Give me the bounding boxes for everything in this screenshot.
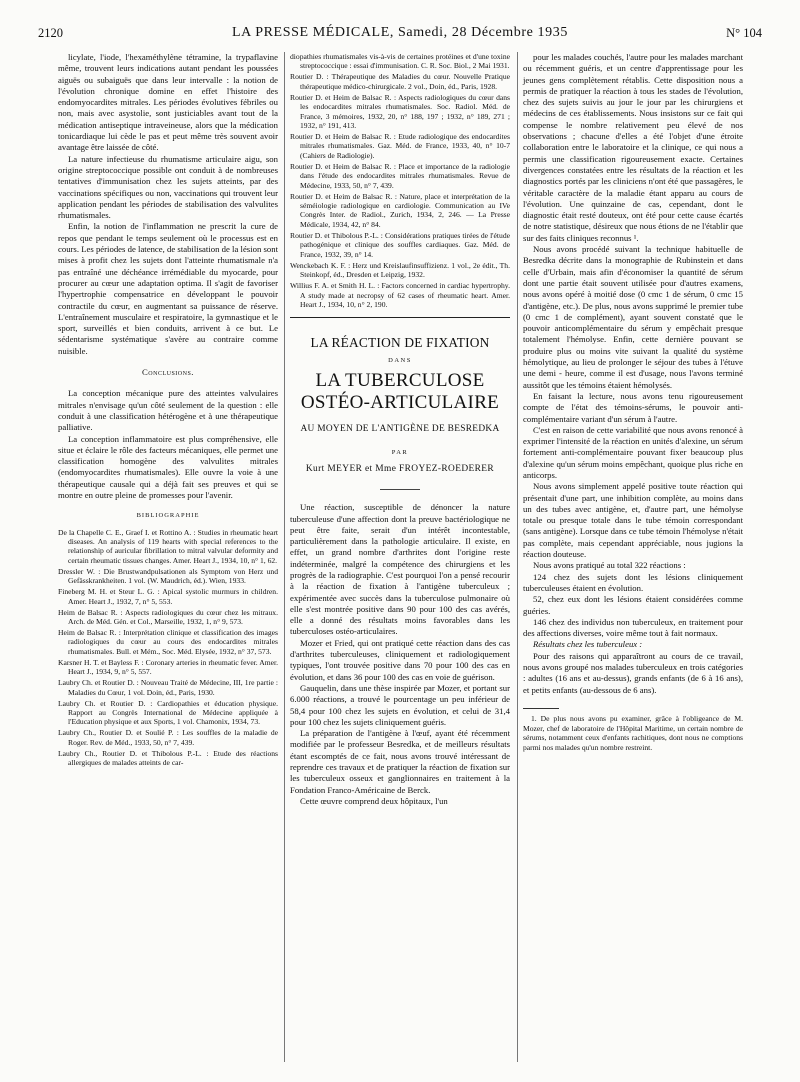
- paragraph: La nature infectieuse du rhumatisme articulaire aigu, son origine streptococcique possible ont conduit à de nombreuses tentatives d'immunisation chez les sujets atteints, par des vaccinations spécifiques ou non, vaccinations qui trouvent leur application pendant les périodes de stabilisation des valvulites rhumatismales.: [58, 153, 278, 221]
- page-number: 2120: [38, 26, 63, 40]
- paragraph: La conception mécanique pure des atteintes valvulaires mitrales n'envisage qu'un côté seulement de la question : elle conduit à une classification hétérogène et à une thérapeutique palliative.: [58, 388, 278, 433]
- bibliography-entry: Laubry Ch. et Routier D. : Nouveau Traité de Médecine, III, 1re partie : Maladies du Cœur, 1 vol. Doin, éd., Paris, 1930.: [58, 678, 278, 697]
- bibliography-entry: Routier D. et Heim de Balsac R. : Aspects radiologiques du cœur dans les endocardites mitrales rhumatismales. Soc. Radiol. Méd. de France, 3 mémoires, 1932, 20, n° 188, 197 ; 1932, n° 189, 271 ; 1932, n° 191, 413.: [290, 92, 510, 131]
- footnote-rule: [523, 708, 559, 709]
- bibliography-heading: BIBLIOGRAPHIE: [136, 512, 200, 520]
- column-2: [290, 52, 510, 807]
- paragraph: 124 chez des sujets dont les lésions cliniquement tuberculeuses étaient en évolution.: [523, 571, 743, 593]
- bibliography-entry: Routier D. et Heim de Balsac R. : Nature, place et interprétation de la séméiologie radiologique en cardiologie. Communication au IVe Congrès Inter. de Radiol., Zurich, 1934, 2, 246. — La Presse Médicale, 1934, 42, n° 84.: [290, 191, 510, 229]
- bibliography-entry: Karsner H. T. et Bayless F. : Coronary arteries in rheumatic fever. Amer. Heart J., 1934, 9, n° 5, 557.: [58, 657, 278, 677]
- paragraph: 146 chez des individus non tuberculeux, en traitement pour des affections diverses, voire même tout à fait normaux.: [523, 616, 743, 639]
- bibliography-entry: Willius F. A. et Smith H. L. : Factors concerned in cardiac hypertrophy. A study made at necropsy of 62 cases of rheumatic heart. Amer. Heart J., 1934, 10, n° 2, 190.: [290, 281, 510, 309]
- paragraph: licylate, l'iode, l'hexaméthylène tétramine, la trypaflavine même, trouvent leurs indications autant pendant les poussées aiguës ou subaiguës que dans leur intervalle : la notion de l'évolution chronique domine en effet l'histoire des endomyocardites mitrales. Les périodes évolutives fébriles ou non, mais avec asystolie, sont justiciables avant tout de la médication antiseptique intraveineuse, alors que la médication tonicardiaque lui cède le pas et peut même très souvent avoir avantage être laissée de côté.: [58, 52, 278, 153]
- paragraph: Nous avons simplement appelé positive toute réaction qui présentait d'une part, une inhibition complète, au moins dans un des tubes avec antigène, et, d'autre part, une hémolyse totale ou presque totale dans le tube témoin correspondant (sans antigène). Lorsque dans ce tube témoin l'hémolyse n'était pas complète, mais cependant appréciable, nous jugions la réaction douteuse.: [523, 481, 743, 560]
- article-separator-rule: [290, 317, 510, 318]
- column-1: [58, 52, 278, 769]
- paragraph: Nous avons procédé suivant la technique habituelle de Besredka décrite dans la monographie de Rubinstein et dans celle d'Urbain, mais afin d'économiser la quantité de sérum dont une partie était souvent utilisée pour d'autres examens, nous avons opéré à moitié dose (0 cmc 1 de sérum, 0 cmc 15 d'antigène, etc.). De plus, nous avons supprimé le premier tube (0 cmc 1 de complément), ayant souvent constaté que le pouvoir anticomplémentaire du sérum y empêchait presque totalement l'hémolyse. Enfin, cette dernière pouvant se produire plus ou moins vite suivant la qualité du système hémolytique, au lieu de prolonger le séjour des tubes à l'étuve une demi - heure, comme il est d'usage, nous l'avons terminé aussitôt que les témoins étaient hémolysés.: [523, 244, 743, 390]
- bibliography-entry: De la Chapelle C. E., Graef I. et Rottino A. : Studies in rheumatic heart diseases. An analysis of 119 hearts with special references to the relationship of auricular fibrillation to mitral valvular deformity and certain rheumatic tissues changes. Amer. Heart J., 1934, 10, n° 1, 62.: [58, 527, 278, 565]
- bibliography-entry: Heim de Balsac R. : Aspects radiologiques du cœur chez les mitraux. Arch. de Méd. Gén. et Col., Marseille, 1932, 1, n° 9, 573.: [58, 607, 278, 627]
- paragraph: pour les malades couchés, l'autre pour les malades marchant ou récemment guéris, et un centre d'apprentissage pour les jeunes gens complètement rétablis. Cette disposition nous a permis de pratiquer la réaction à tous les stades de l'évolution, chez des sujets suivis au jour le jour par les chirurgiens et médecins de ces établissements. Nous insistons sur ce fait qui compense le nombre relativement peu élevé de nos observations ; chacune d'elles a été l'objet d'une étroite collaboration entre le laboratoire et la clinique, ce qui nous a permis une classification rigoureusement exacte. Certaines divergences constatées entre les résultats de la réaction et les diagnostics portés par les cliniciens n'ont été que passagères, le véritable caractère de la maladie étant apparu au cours de l'évolution. Une quinzaine de cas, cependant, dont le diagnostic était resté douteux, ont été pour cette cause écartés de notre statistique, désireux que nous étions de ne l'établir que sur des faits cliniques reconnus ¹.: [523, 52, 743, 243]
- bibliography-entry: Dressler W. : Die Brustwandpulsationen als Symptom von Herz und Gefässkrankheiten. 1 vol. (W. Maudrich, éd.). Wien, 1933.: [58, 566, 278, 586]
- authors-rule: [380, 489, 420, 490]
- paragraph: Une réaction, susceptible de dénoncer la nature tuberculeuse d'une affection dont la preuve bactériologique ne peut être faite, serait d'un intérêt incontestable, particulièrement dans la pathologie articulaire. Il existe, en effet, un grand nombre d'arthrites dont l'origine reste indéterminée, malgré la compétence des chirurgiens et les progrès de la radiographie. C'est pourquoi l'on a pensé recourir à la réaction de fixation à l'antigène tuberculeux ; expérimentée avec succès dans la tuberculose pulmonaire où elle s'est montrée positive dans 90 pour 100 des cas avérés, elle a donné des résultats moins favorables dans les tuberculoses ostéo-articulaires.: [290, 502, 510, 637]
- paragraph: Cette œuvre comprend deux hôpitaux, l'un: [300, 795, 448, 806]
- bibliography-entry: Routier D. et Heim de Balsac R. : Etude radiologique des endocardites mitrales rhumatismales. Gaz. Méd. de France, 1933, 40, n° 10-7 (Cahiers de Radiologie).: [290, 132, 510, 160]
- paragraph: C'est en raison de cette variabilité que nous avons renoncé à exprimer l'intensité de la réaction en unités d'alexine, un sérum fortement anti-complémentaire pouvant fixer beaucoup plus d'alexine qu'un sérum moins empêchant, quoique plus riche en anticorps.: [523, 424, 743, 480]
- bibliography-entry: Routier D. : Thérapeutique des Maladies du cœur. Nouvelle Pratique thérapeutique médico-chirurgicale. 2 vol., Doin, éd., Paris, 1928.: [290, 72, 510, 91]
- column-3: [523, 52, 743, 752]
- section-heading-conclusions: Conclusions.: [142, 367, 194, 378]
- subheading-results: Résultats chez les tuberculeux :: [533, 639, 643, 650]
- article-by: PAR: [391, 448, 409, 456]
- article-authors: Kurt MEYER et Mme FROYEZ-ROEDERER: [305, 463, 495, 474]
- bibliography-entry: Laubry Ch., Routier D. et Thibolous P.-L. : Etude des réactions allergiques de malades atteints de car-: [58, 748, 278, 768]
- paragraph: La conception inflammatoire est plus compréhensive, elle situe et éclaire le rôle des facteurs mécaniques, elle permet une classification homogène des valvulites mitrales (endomyocardites rhumatismales). Elle ouvre la voie à une thérapeutique causale qui a déjà fait ses preuves et qui se montre en outre pleine de promesses pour l'avenir.: [58, 433, 278, 500]
- page-header: [38, 26, 762, 42]
- bibliography-entry: diopathies rhumatismales vis-à-vis de certaines protéines et d'une toxine streptococcique : essai d'immunisation. C. R. Soc. Biol., 2 Mai 1931.: [290, 52, 510, 71]
- bibliography-entry: Routier D. et Thibolous P.-L. : Considérations pratiques tirées de l'étude pathogénique et clinique des souffles cardiaques. Gaz. Méd. de France, 1932, 39, n° 14.: [290, 230, 510, 259]
- article-title-connector: DANS: [388, 357, 412, 365]
- paragraph: Enfin, la notion de l'inflammation ne prescrit la cure de repos que pendant le temps seulement où le processus est en cours. Les périodes de latence, de stabilisation de la lésion sont mises à profit chez les sujets dont l'atteinte rhumatismale n'a pas entraîné une déchéance irrémédiable du myocarde, pour procurer au cœur une adaptation optima. Il s'agit de favoriser l'hypertrophie compensatrice en développant le pouvoir contractile du cœur, en augmentant sa puissance de réserve. L'entraînement musculaire et respiratoire, la gymnastique et le sport, surveillés et bien conduits, arrivent à ce but. Le sédentarisme systématique s'avère au contraire comme nuisible.: [58, 221, 278, 356]
- footnote: 1. De plus nous avons pu examiner, grâce à l'obligeance de M. Mozer, chef de laboratoire de l'Hôpital Maritime, un certain nombre de sérums, notamment ceux d'enfants rachitiques, dont nous ne comptions parmi nos malades qu'un nombre restreint.: [523, 713, 743, 752]
- paragraph: La préparation de l'antigène à l'œuf, ayant été récemment modifiée par le professeur Besredka, et de meilleurs résultats étant escomptés de ce fait, nous avons trouvé intéressant de reprendre ces travaux et de pratiquer la réaction de fixation sur les tuberculeux osseux et ganglionnaires en traitement à la Fondation Franco-Américaine de Berck.: [290, 728, 510, 795]
- article-subtitle: AU MOYEN DE L'ANTIGÈNE DE BESREDKA: [300, 423, 500, 434]
- column-separator-1: [284, 52, 285, 1062]
- bibliography-entry: Fineberg M. H. et Steur L. G. : Apical systolic murmurs in children. Amer. Heart J., 1932, 7, n° 5, 553.: [58, 587, 278, 606]
- article-title: LA RÉACTION DE FIXATION: [310, 335, 490, 351]
- paragraph: Mozer et Fried, qui ont pratiqué cette réaction dans des cas d'arthrites tuberculeuses, cliniquement et radiologiquement typiques, l'ont trouvée positive dans 70 pour 100 des cas en évolution, et dans 36 pour 100 des cas en voie de guérison.: [290, 637, 510, 682]
- journal-title: LA PRESSE MÉDICALE, Samedi, 28 Décembre 1935: [232, 25, 568, 40]
- bibliography-entry: Wenckebach K. F. : Herz und Kreislaufinsuffizienz. 1 vol., 2e édit., Th. Steinkopf, éd., Dresden et Leipzig, 1932.: [290, 260, 510, 280]
- paragraph: Nous avons pratiqué au total 322 réactions :: [533, 560, 686, 571]
- article-title-main-2: OSTÉO-ARTICULAIRE: [300, 391, 500, 413]
- paragraph: 52, chez eux dont les lésions étaient considérées comme guéries.: [523, 594, 743, 616]
- bibliography-entry: Laubry Ch., Routier D. et Soulié P. : Les souffles de la maladie de Roger. Rev. de Méd., 1933, 50, n° 7, 439.: [58, 728, 278, 747]
- article-title-main-1: LA TUBERCULOSE: [315, 369, 485, 391]
- paragraph: Gauquelin, dans une thèse inspirée par Mozer, et portant sur 6.000 réactions, a trouvé le pourcentage un peu inférieur de 58,4 pour 100 chez les sujets en évolution, et celui de 31,4 pour 100 chez les sujets cliniquement guéris.: [290, 682, 510, 727]
- column-separator-2: [517, 52, 518, 1062]
- paragraph: Pour des raisons qui apparaîtront au cours de ce travail, nous avons groupé nos malades tuberculeux en trois catégories : adultes (16 ans et au-dessus), grands enfants (de 6 à 16 ans), et petits enfants (au-dessous de 6 ans).: [523, 650, 743, 695]
- bibliography-entry: Laubry Ch. et Routier D. : Cardiopathies et éducation physique. Rapport au Congrès International de Médecine appliquée à l'Education physique et aux Sports, 1 vol. Chamonix, 1934, 73.: [58, 698, 278, 727]
- bibliography-entry: Heim de Balsac R. : Interprétation clinique et classification des images radiologiques du cœur au cours des endocardites mitrales rhumatismales. Bull. et Mém., Soc. Méd. Elysée, 1932, n° 37, 573.: [58, 628, 278, 656]
- bibliography-entry: Routier D. et Heim de Balsac R. : Place et importance de la radiologie dans l'étude des endocardites mitrales rhumatismales. Revue de Médecine, 1933, 50, n° 7, 439.: [290, 161, 510, 190]
- paragraph: En faisant la lecture, nous avons tenu rigoureusement compte de l'état des témoins-sérums, le pouvoir anti-complémentaire variant d'un sérum à l'autre.: [523, 390, 743, 424]
- issue-number: N° 104: [726, 26, 762, 40]
